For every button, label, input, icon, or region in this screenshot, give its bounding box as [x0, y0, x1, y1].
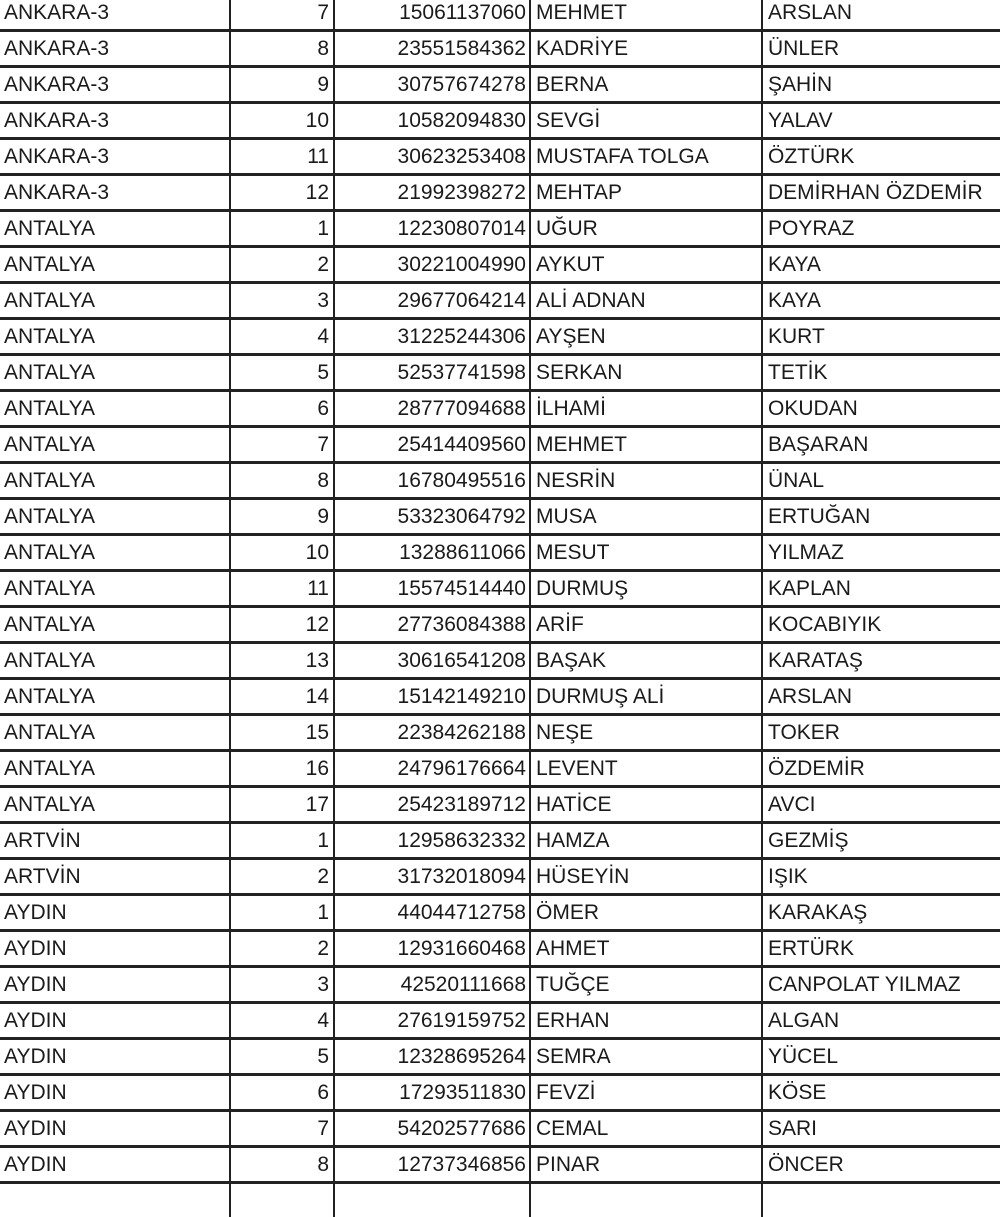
province-cell[interactable]: AYDIN: [0, 967, 230, 1003]
province-cell[interactable]: ANTALYA: [0, 463, 230, 499]
order-cell[interactable]: 11: [230, 571, 334, 607]
table-row: [0, 247, 1000, 283]
surname-cell[interactable]: DEMİRHAN ÖZDEMİR: [762, 175, 1000, 211]
table-row-partial: [0, 1183, 1000, 1217]
order-cell[interactable]: 2: [230, 247, 334, 283]
surname-cell[interactable]: ÖZTÜRK: [762, 139, 1000, 175]
table-row: [0, 895, 1000, 931]
order-cell[interactable]: 7: [230, 0, 334, 31]
first-name-cell[interactable]: SEMRA: [530, 1039, 762, 1075]
order-cell[interactable]: 8: [230, 1147, 334, 1183]
surname-cell[interactable]: IŞIK: [762, 859, 1000, 895]
id-number-cell[interactable]: 28777094688: [334, 391, 530, 427]
table-row: [0, 535, 1000, 571]
table-row: [0, 751, 1000, 787]
order-cell[interactable]: 1: [230, 823, 334, 859]
surname-cell[interactable]: BAŞARAN: [762, 427, 1000, 463]
table-row: [0, 391, 1000, 427]
surname-cell[interactable]: KARAKAŞ: [762, 895, 1000, 931]
surname-cell[interactable]: ÜNLER: [762, 31, 1000, 67]
id-number-cell[interactable]: 31225244306: [334, 319, 530, 355]
surname-cell[interactable]: KAYA: [762, 247, 1000, 283]
province-cell[interactable]: ANTALYA: [0, 427, 230, 463]
id-number-cell[interactable]: 25414409560: [334, 427, 530, 463]
surname-cell[interactable]: ÖNCER: [762, 1147, 1000, 1183]
order-cell[interactable]: 7: [230, 1111, 334, 1147]
first-name-cell[interactable]: ALİ ADNAN: [530, 283, 762, 319]
first-name-cell[interactable]: ARİF: [530, 607, 762, 643]
province-cell[interactable]: ANTALYA: [0, 355, 230, 391]
province-cell[interactable]: ANKARA-3: [0, 139, 230, 175]
order-cell[interactable]: 12: [230, 607, 334, 643]
id-number-cell[interactable]: 16780495516: [334, 463, 530, 499]
province-cell[interactable]: AYDIN: [0, 1147, 230, 1183]
table-row: [0, 319, 1000, 355]
order-cell[interactable]: 4: [230, 319, 334, 355]
first-name-cell[interactable]: İLHAMİ: [530, 391, 762, 427]
table-row: [0, 931, 1000, 967]
table-row: [0, 103, 1000, 139]
province-cell[interactable]: AYDIN: [0, 1039, 230, 1075]
first-name-cell: [530, 1183, 762, 1217]
first-name-cell[interactable]: HATİCE: [530, 787, 762, 823]
table-row: [0, 679, 1000, 715]
province-cell[interactable]: ANTALYA: [0, 643, 230, 679]
table-row: [0, 67, 1000, 103]
table-row: [0, 283, 1000, 319]
order-cell[interactable]: 3: [230, 967, 334, 1003]
province-cell[interactable]: ARTVİN: [0, 859, 230, 895]
table-row: [0, 607, 1000, 643]
surname-cell[interactable]: ARSLAN: [762, 679, 1000, 715]
province-cell[interactable]: ANTALYA: [0, 499, 230, 535]
table-row: [0, 427, 1000, 463]
order-cell[interactable]: 5: [230, 355, 334, 391]
table-row: [0, 1075, 1000, 1111]
surname-cell[interactable]: ALGAN: [762, 1003, 1000, 1039]
id-number-cell[interactable]: 53323064792: [334, 499, 530, 535]
id-number-cell[interactable]: 12328695264: [334, 1039, 530, 1075]
province-cell[interactable]: ANKARA-3: [0, 31, 230, 67]
order-cell[interactable]: 8: [230, 31, 334, 67]
order-cell[interactable]: 13: [230, 643, 334, 679]
surname-cell[interactable]: CANPOLAT YILMAZ: [762, 967, 1000, 1003]
surname-cell[interactable]: ÖZDEMİR: [762, 751, 1000, 787]
province-cell[interactable]: ANKARA-3: [0, 0, 230, 31]
surname-cell[interactable]: YILMAZ: [762, 535, 1000, 571]
id-number-cell[interactable]: 52537741598: [334, 355, 530, 391]
province-cell[interactable]: ANKARA-3: [0, 175, 230, 211]
surname-cell[interactable]: POYRAZ: [762, 211, 1000, 247]
id-number-cell[interactable]: 29677064214: [334, 283, 530, 319]
id-number-cell[interactable]: 31732018094: [334, 859, 530, 895]
province-cell[interactable]: ANKARA-3: [0, 103, 230, 139]
first-name-cell[interactable]: MEHMET: [530, 427, 762, 463]
table-row: [0, 499, 1000, 535]
order-cell[interactable]: 10: [230, 103, 334, 139]
id-number-cell[interactable]: 15574514440: [334, 571, 530, 607]
surname-cell[interactable]: TOKER: [762, 715, 1000, 751]
surname-cell[interactable]: YÜCEL: [762, 1039, 1000, 1075]
id-number-cell[interactable]: 24796176664: [334, 751, 530, 787]
province-cell[interactable]: ANTALYA: [0, 211, 230, 247]
id-number-cell[interactable]: 30616541208: [334, 643, 530, 679]
id-number-cell[interactable]: 13288611066: [334, 535, 530, 571]
order-cell[interactable]: 14: [230, 679, 334, 715]
surname-cell[interactable]: ŞAHİN: [762, 67, 1000, 103]
id-number-cell[interactable]: 12230807014: [334, 211, 530, 247]
first-name-cell[interactable]: MEHTAP: [530, 175, 762, 211]
order-cell[interactable]: 2: [230, 859, 334, 895]
surname-cell[interactable]: GEZMİŞ: [762, 823, 1000, 859]
table-row: [0, 967, 1000, 1003]
table-row: [0, 787, 1000, 823]
first-name-cell[interactable]: TUĞÇE: [530, 967, 762, 1003]
table-row: [0, 31, 1000, 67]
first-name-cell[interactable]: DURMUŞ: [530, 571, 762, 607]
table-row: [0, 1039, 1000, 1075]
order-cell: [230, 1183, 334, 1217]
id-number-cell[interactable]: 27619159752: [334, 1003, 530, 1039]
order-cell[interactable]: 1: [230, 895, 334, 931]
id-number-cell[interactable]: 27736084388: [334, 607, 530, 643]
table-row: [0, 1003, 1000, 1039]
table-row: [0, 823, 1000, 859]
province-cell[interactable]: ANKARA-3: [0, 67, 230, 103]
order-cell[interactable]: 9: [230, 499, 334, 535]
table-row: [0, 139, 1000, 175]
first-name-cell[interactable]: UĞUR: [530, 211, 762, 247]
table-row: [0, 1111, 1000, 1147]
id-number-cell[interactable]: 30623253408: [334, 139, 530, 175]
first-name-cell[interactable]: MUSTAFA TOLGA: [530, 139, 762, 175]
order-cell[interactable]: 7: [230, 427, 334, 463]
province-cell: [0, 1183, 230, 1217]
first-name-cell[interactable]: HÜSEYİN: [530, 859, 762, 895]
table-row: [0, 175, 1000, 211]
surname-cell[interactable]: OKUDAN: [762, 391, 1000, 427]
id-number-cell[interactable]: 25423189712: [334, 787, 530, 823]
first-name-cell[interactable]: DURMUŞ ALİ: [530, 679, 762, 715]
id-number-cell[interactable]: 15142149210: [334, 679, 530, 715]
surname-cell[interactable]: ERTÜRK: [762, 931, 1000, 967]
order-cell[interactable]: 2: [230, 931, 334, 967]
surname-cell[interactable]: TETİK: [762, 355, 1000, 391]
id-number-cell[interactable]: 23551584362: [334, 31, 530, 67]
id-number-cell[interactable]: 12737346856: [334, 1147, 530, 1183]
order-cell[interactable]: 16: [230, 751, 334, 787]
surname-cell[interactable]: KAYA: [762, 283, 1000, 319]
order-cell[interactable]: 6: [230, 1075, 334, 1111]
first-name-cell[interactable]: NEŞE: [530, 715, 762, 751]
province-cell[interactable]: AYDIN: [0, 931, 230, 967]
table-row: [0, 0, 1000, 31]
surname-cell[interactable]: SARI: [762, 1111, 1000, 1147]
id-number-cell[interactable]: 10582094830: [334, 103, 530, 139]
surname-cell[interactable]: AVCI: [762, 787, 1000, 823]
province-cell[interactable]: AYDIN: [0, 895, 230, 931]
first-name-cell[interactable]: LEVENT: [530, 751, 762, 787]
id-number-cell[interactable]: 12931660468: [334, 931, 530, 967]
province-cell[interactable]: ANTALYA: [0, 535, 230, 571]
first-name-cell[interactable]: KADRİYE: [530, 31, 762, 67]
id-number-cell[interactable]: 30221004990: [334, 247, 530, 283]
first-name-cell[interactable]: AYŞEN: [530, 319, 762, 355]
province-cell[interactable]: AYDIN: [0, 1003, 230, 1039]
province-cell[interactable]: ANTALYA: [0, 715, 230, 751]
id-number-cell[interactable]: 15061137060: [334, 0, 530, 31]
order-cell[interactable]: 11: [230, 139, 334, 175]
order-cell[interactable]: 9: [230, 67, 334, 103]
province-cell[interactable]: ANTALYA: [0, 247, 230, 283]
surname-cell: [762, 1183, 1000, 1217]
order-cell[interactable]: 4: [230, 1003, 334, 1039]
province-cell[interactable]: ANTALYA: [0, 751, 230, 787]
first-name-cell[interactable]: MEHMET: [530, 0, 762, 31]
order-cell[interactable]: 8: [230, 463, 334, 499]
id-number-cell[interactable]: 17293511830: [334, 1075, 530, 1111]
first-name-cell[interactable]: FEVZİ: [530, 1075, 762, 1111]
surname-cell[interactable]: YALAV: [762, 103, 1000, 139]
province-cell[interactable]: ANTALYA: [0, 787, 230, 823]
first-name-cell[interactable]: MUSA: [530, 499, 762, 535]
table-row: [0, 463, 1000, 499]
table-row: [0, 211, 1000, 247]
province-cell[interactable]: ARTVİN: [0, 823, 230, 859]
province-cell[interactable]: ANTALYA: [0, 607, 230, 643]
table-row: [0, 643, 1000, 679]
first-name-cell[interactable]: AHMET: [530, 931, 762, 967]
surname-cell[interactable]: KURT: [762, 319, 1000, 355]
surname-cell[interactable]: KAPLAN: [762, 571, 1000, 607]
id-number-cell[interactable]: 54202577686: [334, 1111, 530, 1147]
order-cell[interactable]: 10: [230, 535, 334, 571]
table-row: [0, 859, 1000, 895]
surname-cell[interactable]: ERTUĞAN: [762, 499, 1000, 535]
first-name-cell[interactable]: AYKUT: [530, 247, 762, 283]
first-name-cell[interactable]: BAŞAK: [530, 643, 762, 679]
order-cell[interactable]: 6: [230, 391, 334, 427]
surname-cell[interactable]: ÜNAL: [762, 463, 1000, 499]
id-number-cell[interactable]: 12958632332: [334, 823, 530, 859]
first-name-cell[interactable]: BERNA: [530, 67, 762, 103]
surname-cell[interactable]: ARSLAN: [762, 0, 1000, 31]
id-number-cell[interactable]: 42520111668: [334, 967, 530, 1003]
order-cell[interactable]: 1: [230, 211, 334, 247]
table-row: [0, 355, 1000, 391]
first-name-cell[interactable]: ÖMER: [530, 895, 762, 931]
id-number-cell[interactable]: 44044712758: [334, 895, 530, 931]
province-cell[interactable]: AYDIN: [0, 1075, 230, 1111]
order-cell[interactable]: 12: [230, 175, 334, 211]
first-name-cell[interactable]: PINAR: [530, 1147, 762, 1183]
province-cell[interactable]: AYDIN: [0, 1111, 230, 1147]
first-name-cell[interactable]: CEMAL: [530, 1111, 762, 1147]
table-row: [0, 715, 1000, 751]
first-name-cell[interactable]: ERHAN: [530, 1003, 762, 1039]
surname-cell[interactable]: KOCABIYIK: [762, 607, 1000, 643]
table-row: [0, 571, 1000, 607]
order-cell[interactable]: 5: [230, 1039, 334, 1075]
id-number-cell[interactable]: 21992398272: [334, 175, 530, 211]
first-name-cell[interactable]: HAMZA: [530, 823, 762, 859]
id-number-cell[interactable]: 30757674278: [334, 67, 530, 103]
province-cell[interactable]: ANTALYA: [0, 391, 230, 427]
first-name-cell[interactable]: SERKAN: [530, 355, 762, 391]
order-cell[interactable]: 3: [230, 283, 334, 319]
table-row: [0, 1147, 1000, 1183]
province-cell[interactable]: ANTALYA: [0, 319, 230, 355]
surname-cell[interactable]: KARATAŞ: [762, 643, 1000, 679]
province-cell[interactable]: ANTALYA: [0, 283, 230, 319]
id-number-cell[interactable]: 22384262188: [334, 715, 530, 751]
first-name-cell[interactable]: NESRİN: [530, 463, 762, 499]
first-name-cell[interactable]: MESUT: [530, 535, 762, 571]
id-number-cell: [334, 1183, 530, 1217]
province-cell[interactable]: ANTALYA: [0, 679, 230, 715]
surname-cell[interactable]: KÖSE: [762, 1075, 1000, 1111]
province-cell[interactable]: ANTALYA: [0, 571, 230, 607]
order-cell[interactable]: 15: [230, 715, 334, 751]
first-name-cell[interactable]: SEVGİ: [530, 103, 762, 139]
order-cell[interactable]: 17: [230, 787, 334, 823]
